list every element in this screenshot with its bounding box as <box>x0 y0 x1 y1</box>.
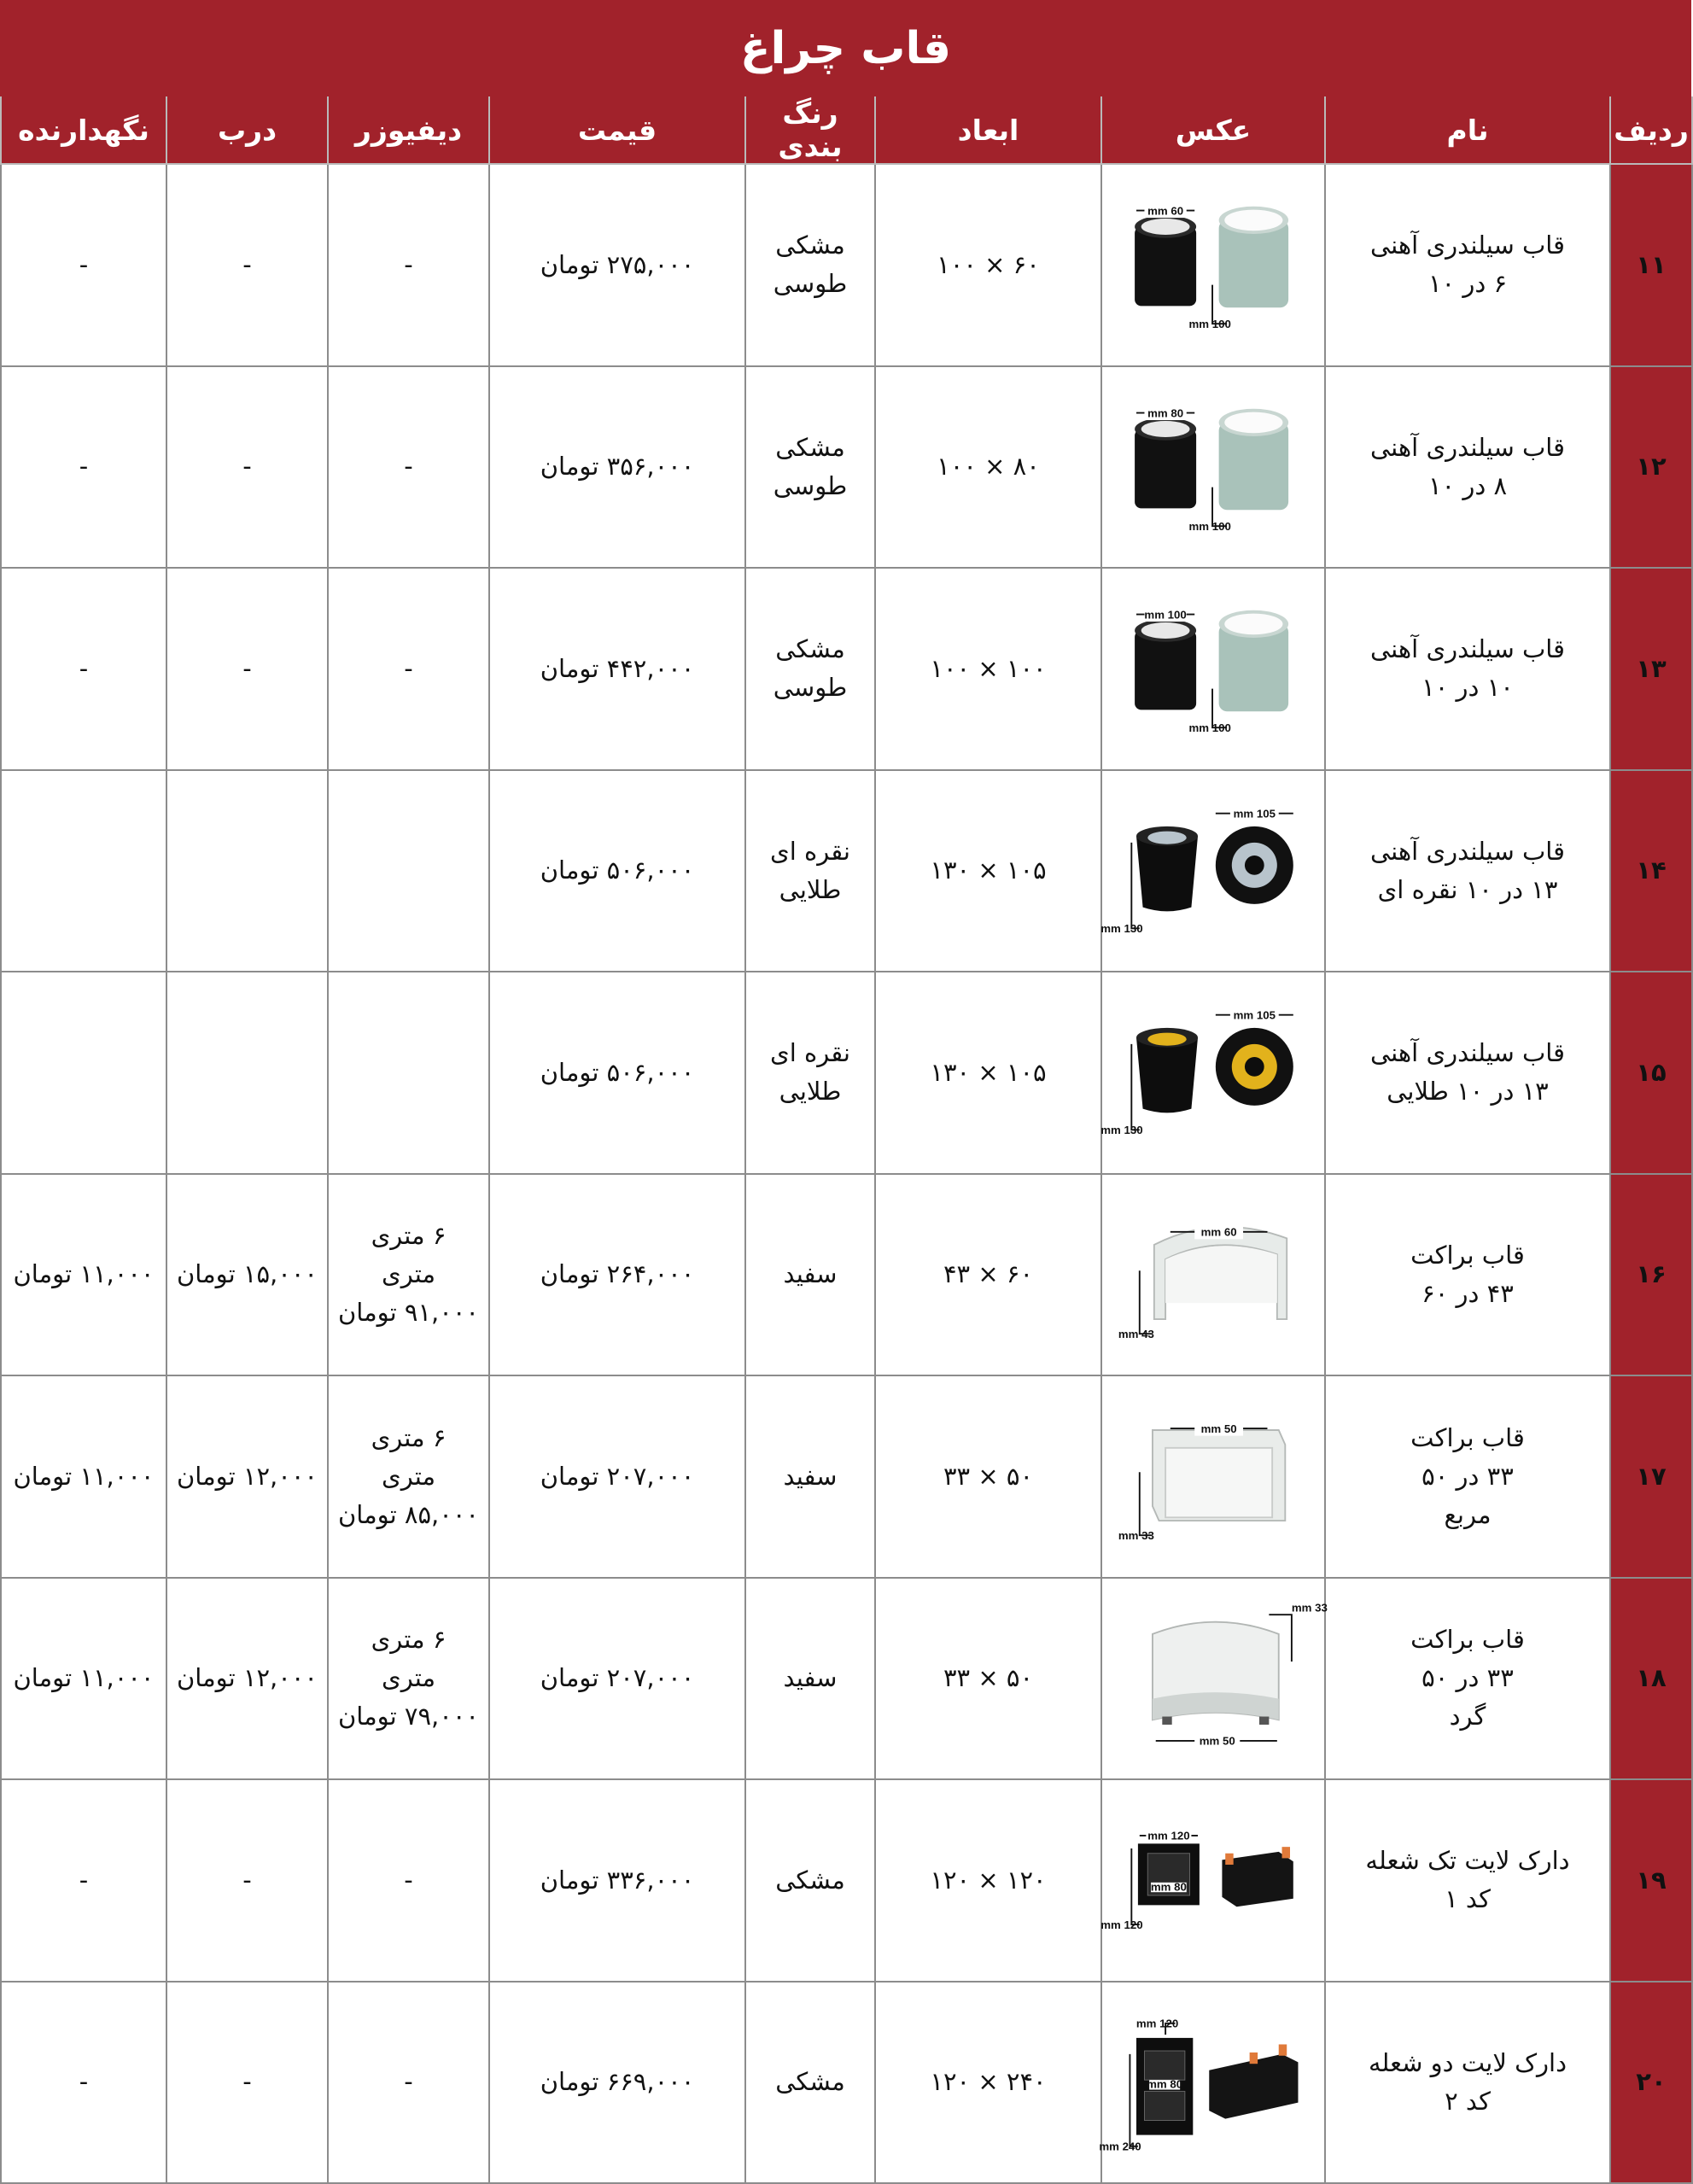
row-number: ۱۶ <box>1610 1174 1692 1376</box>
product-colors <box>745 972 875 1174</box>
product-name-line: قاب براکت <box>1410 1625 1525 1655</box>
row-number: ۱۳ <box>1610 568 1692 770</box>
dimension-label-diameter: 105 mm <box>1233 1008 1276 1022</box>
header-color: رنگ بندی <box>745 96 875 164</box>
product-name <box>1325 1982 1610 2184</box>
table-row <box>1 972 1692 1174</box>
diffuser-price <box>328 568 489 770</box>
product-colors <box>745 366 875 569</box>
diffuser-price <box>328 366 489 569</box>
diffuser-price <box>328 972 489 1174</box>
product-photo-cell <box>1101 1779 1325 1982</box>
product-name <box>1325 1578 1610 1780</box>
product-name-line: قاب سیلندری آهنی <box>1369 231 1566 260</box>
cone-body <box>1136 1028 1198 1112</box>
product-dimensions: ۵۰ × ۳۳ <box>875 1375 1101 1578</box>
header-diffuser: دیفیوزر <box>328 96 489 164</box>
product-table <box>0 96 1693 2184</box>
product-name <box>1325 1375 1610 1578</box>
product-name-line: دارک لایت دو شعله <box>1368 2047 1567 2077</box>
dimension-label-width: 120 mm <box>1135 2017 1179 2030</box>
row-number: ۲۰ <box>1610 1982 1692 2184</box>
diffuser-line: - <box>404 653 413 683</box>
dimension-label-length: 240 mm <box>1099 2140 1141 2153</box>
bracket-profile-icon <box>1115 1198 1311 1352</box>
holder-price: ۱۱,۰۰۰ تومان <box>1 1578 166 1780</box>
door-price: - <box>166 1982 328 2184</box>
door-price: ۱۲,۰۰۰ تومان <box>166 1375 328 1578</box>
header-price: قیمت <box>489 96 745 164</box>
product-colors <box>745 1375 875 1578</box>
product-photo-cell <box>1101 1375 1325 1578</box>
product-photo-cell <box>1101 164 1325 366</box>
product-name-line: گرد <box>1449 1702 1486 1731</box>
holder-price: - <box>1 568 166 770</box>
color-option: طوسی <box>773 269 848 299</box>
diffuser-price <box>328 1578 489 1780</box>
product-price: ۲۷۵,۰۰۰ تومان <box>489 164 745 366</box>
door-price: - <box>166 1779 328 1982</box>
dimension-label-height: 130 mm <box>1100 921 1143 935</box>
cone-front <box>1216 826 1293 904</box>
dimension-label-width: 60 mm <box>1200 1225 1237 1239</box>
product-photo-cell <box>1101 972 1325 1174</box>
color-option: مشکی <box>775 231 845 260</box>
product-name-line: ۳۳ در ۵۰ <box>1422 1461 1514 1491</box>
dimension-label-diameter: 100 mm <box>1144 608 1187 622</box>
gray-cylinder <box>1219 409 1288 510</box>
product-name <box>1325 568 1610 770</box>
product-colors <box>745 1578 875 1780</box>
header-name: نام <box>1325 96 1610 164</box>
diffuser-line: متری <box>382 1461 435 1491</box>
color-option: سفید <box>783 1461 838 1491</box>
dimension-label-diameter: 80 mm <box>1147 406 1184 420</box>
color-option: مشکی <box>775 634 845 664</box>
dimension-label-height: 33 mm <box>1118 1529 1154 1543</box>
product-price: ۲۰۷,۰۰۰ تومان <box>489 1578 745 1780</box>
product-name-line: ۶ در ۱۰ <box>1427 269 1508 299</box>
product-name-line: قاب سیلندری آهنی <box>1369 836 1566 866</box>
product-colors <box>745 770 875 972</box>
product-price: ۵۰۶,۰۰۰ تومان <box>489 770 745 972</box>
product-name-line: ۴۳ در ۶۰ <box>1422 1278 1514 1308</box>
diffuser-line: ۸۵,۰۰۰ تومان <box>337 1499 480 1529</box>
diffuser-price <box>328 164 489 366</box>
color-option: مشکی <box>775 2067 845 2097</box>
diffuser-line: ۶ متری <box>371 1221 447 1251</box>
product-name <box>1325 1779 1610 1982</box>
holder-price: - <box>1 366 166 569</box>
product-dimensions: ۱۰۰ × ۱۰۰ <box>875 568 1101 770</box>
color-option: طوسی <box>773 470 848 500</box>
product-name-line: قاب سیلندری آهنی <box>1369 634 1566 664</box>
holder-price <box>1 972 166 1174</box>
product-photo-cell <box>1101 1982 1325 2184</box>
bracket-profile <box>1154 1227 1287 1319</box>
cone-gold-icon <box>1100 996 1311 1149</box>
product-name-line: قاب سیلندری آهنی <box>1369 432 1566 462</box>
door-price <box>166 972 328 1174</box>
product-price: ۴۴۲,۰۰۰ تومان <box>489 568 745 770</box>
row-number: ۱۴ <box>1610 770 1692 972</box>
diffuser-line: ۷۹,۰۰۰ تومان <box>337 1702 480 1731</box>
row-number: ۱۱ <box>1610 164 1692 366</box>
round-bracket-profile <box>1153 1621 1279 1724</box>
cylinder-pair-icon <box>1115 390 1311 544</box>
color-option: طلایی <box>779 874 842 904</box>
page-title: قاب چراغ <box>0 0 1691 98</box>
table-row <box>1 1779 1692 1982</box>
diffuser-line: متری <box>382 1259 435 1289</box>
row-number: ۱۷ <box>1610 1375 1692 1578</box>
product-name-line: قاب سیلندری آهنی <box>1369 1038 1566 1068</box>
product-colors <box>745 164 875 366</box>
dimension-label-diameter: 60 mm <box>1147 204 1184 218</box>
product-name-line: ۱۳ در ۱۰ طلایی <box>1387 1077 1549 1107</box>
product-name-line: کد ۱ <box>1445 1884 1491 1914</box>
product-photo-cell <box>1101 568 1325 770</box>
product-name-line: ۱۳ در ۱۰ نقره ای <box>1377 874 1558 904</box>
diffuser-line: ۶ متری <box>371 1422 447 1452</box>
diffuser-price <box>328 1982 489 2184</box>
product-name-line: ۳۳ در ۵۰ <box>1422 1663 1514 1693</box>
header-holder: نگهدارنده <box>1 96 166 164</box>
product-price: ۳۳۶,۰۰۰ تومان <box>489 1779 745 1982</box>
diffuser-line: متری <box>382 1663 435 1693</box>
darklight-side <box>1209 2044 1298 2118</box>
table-row <box>1 1578 1692 1780</box>
diffuser-line: ۶ متری <box>371 1625 447 1655</box>
door-price: - <box>166 568 328 770</box>
header-door: درب <box>166 96 328 164</box>
black-cylinder <box>1135 418 1196 508</box>
diffuser-line: - <box>404 452 413 482</box>
product-photo-cell <box>1101 1578 1328 1780</box>
door-price: - <box>166 164 328 366</box>
dimension-label-width: 50 mm <box>1199 1734 1235 1748</box>
table-row <box>1 366 1692 569</box>
table-row <box>1 1174 1692 1376</box>
table-row <box>1 770 1692 972</box>
product-dimensions: ۱۰۵ × ۱۳۰ <box>875 770 1101 972</box>
single-darklight-icon <box>1100 1803 1311 1957</box>
product-name <box>1325 366 1610 569</box>
holder-price: ۱۱,۰۰۰ تومان <box>1 1174 166 1376</box>
dimension-label-height: 33 mm <box>1291 1601 1328 1615</box>
square-bracket-icon <box>1115 1399 1311 1553</box>
product-colors <box>745 1174 875 1376</box>
diffuser-line: - <box>404 249 413 279</box>
product-price: ۶۶۹,۰۰۰ تومان <box>489 1982 745 2184</box>
product-price: ۳۵۶,۰۰۰ تومان <box>489 366 745 569</box>
product-name-line: قاب براکت <box>1410 1422 1525 1452</box>
round-bracket-icon <box>1115 1601 1328 1755</box>
product-photo-cell <box>1101 770 1325 972</box>
product-price: ۲۶۴,۰۰۰ تومان <box>489 1174 745 1376</box>
gray-cylinder <box>1219 610 1288 711</box>
header-photo: عکس <box>1101 96 1325 164</box>
diffuser-price <box>328 1779 489 1982</box>
cone-body <box>1136 826 1198 911</box>
dimension-label-height: 100 mm <box>1188 519 1231 533</box>
dimension-label-diameter: 105 mm <box>1233 807 1276 820</box>
table-row <box>1 1982 1692 2184</box>
holder-price: - <box>1 1982 166 2184</box>
door-price <box>166 770 328 972</box>
diffuser-price <box>328 1174 489 1376</box>
color-option: نقره ای <box>770 1038 850 1068</box>
product-colors <box>745 1779 875 1982</box>
product-name <box>1325 972 1610 1174</box>
product-name-line: کد ۲ <box>1445 2086 1491 2116</box>
product-price: ۲۰۷,۰۰۰ تومان <box>489 1375 745 1578</box>
product-dimensions: ۵۰ × ۳۳ <box>875 1578 1101 1780</box>
product-name-line: مربع <box>1444 1499 1492 1529</box>
color-option: سفید <box>783 1663 838 1693</box>
cylinder-pair-icon <box>1115 592 1311 745</box>
dimension-label-height: 130 mm <box>1100 1124 1143 1137</box>
row-number: ۱۲ <box>1610 366 1692 569</box>
diffuser-line: - <box>404 2067 413 2097</box>
product-colors <box>745 1982 875 2184</box>
dimension-label-width: 120 mm <box>1147 1829 1190 1842</box>
cone-silver-icon <box>1100 794 1311 948</box>
bracket-profile <box>1153 1430 1285 1521</box>
product-name <box>1325 770 1610 972</box>
color-option: سفید <box>783 1259 838 1289</box>
cylinder-pair-icon <box>1115 188 1311 342</box>
product-dimensions: ۲۴۰ × ۱۲۰ <box>875 1982 1101 2184</box>
product-photo-cell <box>1101 1174 1325 1376</box>
darklight-front <box>1138 1844 1200 1906</box>
table-row <box>1 568 1692 770</box>
diffuser-price <box>328 1375 489 1578</box>
product-name-line: ۸ در ۱۰ <box>1427 470 1508 500</box>
product-colors <box>745 568 875 770</box>
holder-price: - <box>1 1779 166 1982</box>
row-number: ۱۸ <box>1610 1578 1692 1780</box>
black-cylinder <box>1135 619 1196 710</box>
dimension-label-height: 120 mm <box>1100 1918 1143 1932</box>
color-option: نقره ای <box>770 836 850 866</box>
black-cylinder <box>1135 215 1196 306</box>
dimension-label-height: 100 mm <box>1188 721 1231 735</box>
product-name-line: ۱۰ در ۱۰ <box>1422 673 1514 703</box>
diffuser-line: - <box>404 1865 413 1895</box>
gray-cylinder <box>1219 207 1288 307</box>
product-photo-cell <box>1101 366 1325 569</box>
product-name-line: دارک لایت تک شعله <box>1365 1846 1570 1876</box>
product-name-line: قاب براکت <box>1410 1240 1525 1270</box>
product-name <box>1325 164 1610 366</box>
double-darklight-icon <box>1099 2006 1311 2159</box>
table-row <box>1 1375 1692 1578</box>
row-number: ۱۹ <box>1610 1779 1692 1982</box>
dimension-label-hole: 80 mm <box>1147 2077 1183 2091</box>
product-dimensions: ۶۰ × ۴۳ <box>875 1174 1101 1376</box>
holder-price: - <box>1 164 166 366</box>
darklight-side <box>1222 1847 1293 1907</box>
color-option: طلایی <box>779 1077 842 1107</box>
product-name <box>1325 1174 1610 1376</box>
holder-price <box>1 770 166 972</box>
table-row <box>1 164 1692 366</box>
dimension-label-height: 43 mm <box>1118 1327 1154 1340</box>
diffuser-price <box>328 770 489 972</box>
product-dimensions: ۸۰ × ۱۰۰ <box>875 366 1101 569</box>
holder-price: ۱۱,۰۰۰ تومان <box>1 1375 166 1578</box>
color-option: طوسی <box>773 673 848 703</box>
diffuser-line: ۹۱,۰۰۰ تومان <box>337 1298 480 1328</box>
product-dimensions: ۱۲۰ × ۱۲۰ <box>875 1779 1101 1982</box>
dimension-label-height: 100 mm <box>1188 318 1231 331</box>
door-price: ۱۵,۰۰۰ تومان <box>166 1174 328 1376</box>
door-price: ۱۲,۰۰۰ تومان <box>166 1578 328 1780</box>
cone-front <box>1216 1028 1293 1106</box>
product-dimensions: ۱۰۵ × ۱۳۰ <box>875 972 1101 1174</box>
product-price: ۵۰۶,۰۰۰ تومان <box>489 972 745 1174</box>
door-price: - <box>166 366 328 569</box>
row-number: ۱۵ <box>1610 972 1692 1174</box>
dimension-label-width: 50 mm <box>1200 1422 1237 1436</box>
header-row-number: ردیف <box>1610 96 1692 164</box>
dimension-label-hole: 80 mm <box>1150 1880 1187 1894</box>
color-option: مشکی <box>775 432 845 462</box>
header-dimensions: ابعاد <box>875 96 1101 164</box>
header-row <box>1 96 1692 164</box>
product-dimensions: ۶۰ × ۱۰۰ <box>875 164 1101 366</box>
color-option: مشکی <box>775 1865 845 1895</box>
